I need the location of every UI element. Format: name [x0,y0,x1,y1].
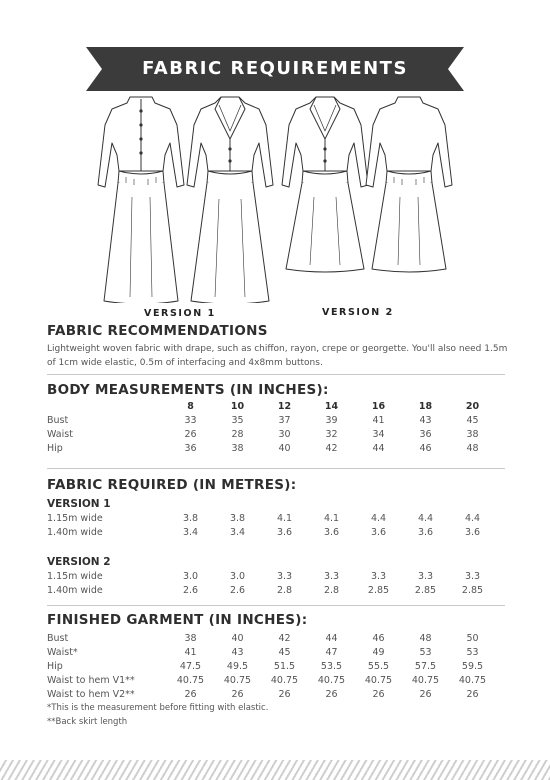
recommendations-heading: FABRIC RECOMMENDATIONS [47,323,268,339]
cell-value: 41 [372,415,385,426]
table-row [47,526,496,540]
table-row [47,414,496,428]
finished-garment-table [47,632,496,702]
cell-value: 53.5 [320,661,343,672]
cell-value: 53 [466,647,479,658]
cell-value: 2.6 [182,585,199,596]
table-row [47,646,496,660]
table-row [47,584,496,598]
version-2-subheading: VERSION 2 [47,556,111,568]
cell-value: 2.6 [229,585,246,596]
footnote-back-skirt: **Back skirt length [47,717,128,727]
fabric-required-v1-table [47,512,496,540]
version-2-front-illustration [280,93,370,273]
cell-value: 3.6 [323,527,340,538]
row-label: Waist to hem V2** [47,689,135,700]
cell-value: 2.85 [414,585,437,596]
cell-value: 51.5 [273,661,296,672]
version-2-back-illustration [364,93,454,273]
row-label: Bust [47,415,69,426]
cell-value: 26 [466,689,479,700]
cell-value: 57.5 [414,661,437,672]
divider [47,468,505,469]
size-header-row [47,400,496,414]
cell-value: 2.85 [461,585,484,596]
cell-value: 26 [278,689,291,700]
row-label: Hip [47,443,63,454]
cell-value: 49.5 [226,661,249,672]
cell-value: 44 [372,443,385,454]
cell-value: 3.3 [370,571,387,582]
cell-value: 3.4 [229,527,246,538]
cell-value: 40.75 [270,675,299,686]
size-header: 12 [277,401,292,412]
cell-value: 3.6 [417,527,434,538]
cell-value: 46 [419,443,432,454]
row-label: Bust [47,633,69,644]
cell-value: 3.6 [276,527,293,538]
divider [47,605,505,606]
cell-value: 40.75 [458,675,487,686]
cell-value: 35 [231,415,244,426]
size-header: 20 [465,401,480,412]
cell-value: 45 [278,647,291,658]
table-row [47,632,496,646]
cell-value: 34 [372,429,385,440]
cell-value: 2.8 [276,585,293,596]
title-banner [86,47,464,91]
cell-value: 40.75 [176,675,205,686]
cell-value: 4.4 [370,513,387,524]
cell-value: 4.1 [323,513,340,524]
cell-value: 2.8 [323,585,340,596]
cell-value: 39 [325,415,338,426]
row-label: 1.40m wide [47,527,103,538]
size-header: 14 [324,401,339,412]
cell-value: 49 [372,647,385,658]
row-label: 1.15m wide [47,513,103,524]
cell-value: 40.75 [411,675,440,686]
cell-value: 26 [184,689,197,700]
row-label: Waist to hem V1** [47,675,135,686]
decorative-stripe-band [0,760,550,780]
size-header: 10 [230,401,245,412]
cell-value: 42 [325,443,338,454]
cell-value: 26 [372,689,385,700]
table-row [47,688,496,702]
table-row [47,674,496,688]
cell-value: 53 [419,647,432,658]
cell-value: 26 [419,689,432,700]
cell-value: 3.3 [464,571,481,582]
cell-value: 26 [325,689,338,700]
cell-value: 36 [184,443,197,454]
cell-value: 43 [419,415,432,426]
cell-value: 47 [325,647,338,658]
version-1-subheading: VERSION 1 [47,498,111,510]
cell-value: 40 [231,633,244,644]
cell-value: 59.5 [461,661,484,672]
cell-value: 46 [372,633,385,644]
cell-value: 40 [278,443,291,454]
cell-value: 3.3 [417,571,434,582]
cell-value: 26 [184,429,197,440]
cell-value: 30 [278,429,291,440]
cell-value: 40.75 [223,675,252,686]
cell-value: 48 [466,443,479,454]
row-label: 1.40m wide [47,585,103,596]
cell-value: 4.4 [417,513,434,524]
body-measurements-table [47,400,496,456]
cell-value: 44 [325,633,338,644]
cell-value: 40.75 [317,675,346,686]
cell-value: 32 [325,429,338,440]
table-row [47,660,496,674]
cell-value: 48 [419,633,432,644]
row-label: Hip [47,661,63,672]
size-header-spacer [47,400,167,414]
cell-value: 3.8 [229,513,246,524]
cell-value: 38 [184,633,197,644]
cell-value: 55.5 [367,661,390,672]
size-header: 18 [418,401,433,412]
cell-value: 4.1 [276,513,293,524]
table-row [47,512,496,526]
version-1-back-illustration [185,93,275,303]
cell-value: 50 [466,633,479,644]
cell-value: 26 [231,689,244,700]
recommendations-text: Lightweight woven fabric with drape, such as chiffon, rayon, crepe or georgette. You'll also need 1.5m of 1cm wide elastic, 0.5m of interfacing and 4x8mm buttons. [47,344,508,368]
cell-value: 4.4 [464,513,481,524]
cell-value: 41 [184,647,197,658]
cell-value: 38 [466,429,479,440]
table-row [47,428,496,442]
cell-value: 36 [419,429,432,440]
divider [47,374,505,375]
cell-value: 45 [466,415,479,426]
fabric-required-v2-table [47,570,496,598]
cell-value: 38 [231,443,244,454]
cell-value: 3.4 [182,527,199,538]
cell-value: 3.6 [464,527,481,538]
cell-value: 43 [231,647,244,658]
cell-value: 3.8 [182,513,199,524]
cell-value: 40.75 [364,675,393,686]
table-row [47,570,496,584]
cell-value: 47.5 [179,661,202,672]
cell-value: 3.3 [323,571,340,582]
cell-value: 3.0 [182,571,199,582]
cell-value: 42 [278,633,291,644]
cell-value: 3.3 [276,571,293,582]
cell-value: 3.6 [370,527,387,538]
cell-value: 2.85 [367,585,390,596]
row-label: Waist* [47,647,78,658]
cell-value: 37 [278,415,291,426]
cell-value: 28 [231,429,244,440]
finished-garment-heading: FINISHED GARMENT (IN INCHES): [47,612,308,628]
row-label: Waist [47,429,73,440]
version-1-front-illustration [96,93,186,303]
page-title: FABRIC REQUIREMENTS [142,58,408,79]
table-row [47,442,496,456]
body-measurements-heading: BODY MEASUREMENTS (IN INCHES): [47,382,329,398]
size-header: 16 [371,401,386,412]
row-label: 1.15m wide [47,571,103,582]
fabric-required-heading: FABRIC REQUIRED (IN METRES): [47,477,297,493]
version-2-label: VERSION 2 [322,307,394,318]
cell-value: 3.0 [229,571,246,582]
size-header: 8 [187,401,194,412]
cell-value: 33 [184,415,197,426]
version-1-label: VERSION 1 [144,308,216,319]
footnote-elastic: *This is the measurement before fitting with elastic. [47,703,269,713]
